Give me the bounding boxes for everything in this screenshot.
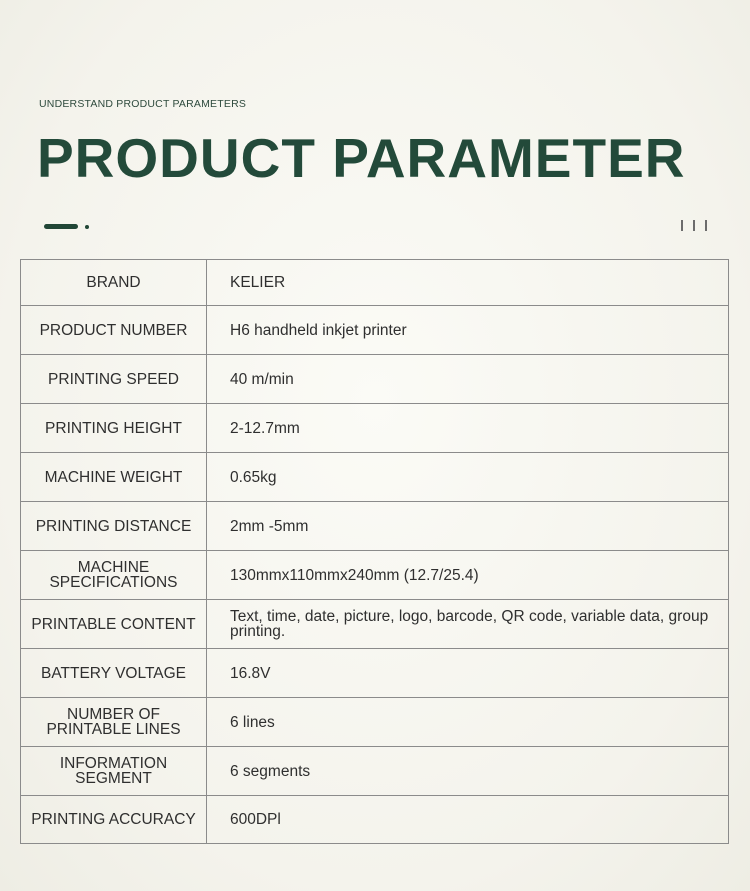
parameter-label: PRODUCT NUMBER <box>21 306 207 355</box>
parameter-value: 130mmx110mmx240mm (12.7/25.4) <box>207 551 729 600</box>
table-row <box>21 551 729 600</box>
parameter-value: 2-12.7mm <box>207 404 729 453</box>
parameter-value: Text, time, date, picture, logo, barcode, QR code, variable data, group printing. <box>207 600 729 649</box>
parameter-value: 40 m/min <box>207 355 729 404</box>
table-row <box>21 698 729 747</box>
table-row <box>21 796 729 844</box>
table-row <box>21 649 729 698</box>
decorative-tick <box>681 220 683 231</box>
parameter-value: 6 lines <box>207 698 729 747</box>
decorative-tick <box>705 220 707 231</box>
decorative-tick <box>693 220 695 231</box>
parameter-table <box>20 259 729 844</box>
parameter-label: PRINTING SPEED <box>21 355 207 404</box>
parameter-label: MACHINE WEIGHT <box>21 453 207 502</box>
table-row <box>21 306 729 355</box>
table-row <box>21 453 729 502</box>
table-row <box>21 260 729 306</box>
page-title: PRODUCT PARAMETER <box>37 127 686 189</box>
parameter-label: PRINTABLE CONTENT <box>21 600 207 649</box>
parameter-label: BRAND <box>21 260 207 306</box>
parameter-value: 16.8V <box>207 649 729 698</box>
table-row <box>21 355 729 404</box>
parameter-value: H6 handheld inkjet printer <box>207 306 729 355</box>
table-row <box>21 502 729 551</box>
parameter-label: BATTERY VOLTAGE <box>21 649 207 698</box>
parameter-label: PRINTING DISTANCE <box>21 502 207 551</box>
parameter-label: NUMBER OF PRINTABLE LINES <box>21 698 207 747</box>
table-row <box>21 747 729 796</box>
table-row <box>21 600 729 649</box>
table-row <box>21 404 729 453</box>
decorative-dash <box>44 224 78 229</box>
parameter-value: 6 segments <box>207 747 729 796</box>
parameter-label: PRINTING HEIGHT <box>21 404 207 453</box>
parameter-value: KELIER <box>207 260 729 306</box>
parameter-label: MACHINE SPECIFICATIONS <box>21 551 207 600</box>
parameter-label: PRINTING ACCURACY <box>21 796 207 844</box>
section-subtitle: UNDERSTAND PRODUCT PARAMETERS <box>39 98 247 110</box>
decorative-dot <box>85 225 89 229</box>
parameter-value: 0.65kg <box>207 453 729 502</box>
parameter-value: 600DPl <box>207 796 729 844</box>
parameter-value: 2mm -5mm <box>207 502 729 551</box>
parameter-label: INFORMATION SEGMENT <box>21 747 207 796</box>
